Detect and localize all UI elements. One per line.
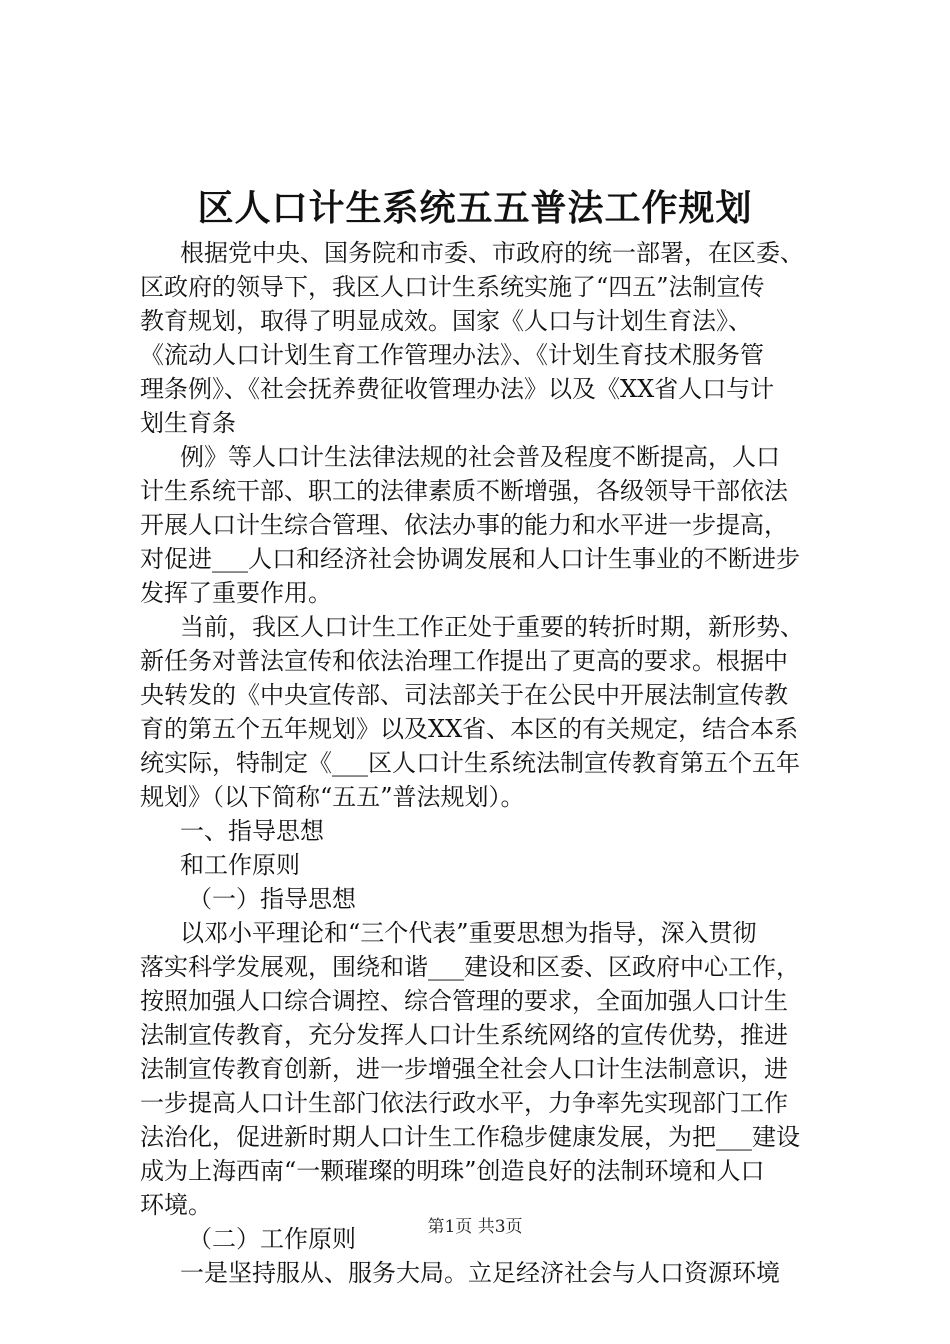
text-line: 成为上海西南“一颗璀璨的明珠”创造良好的法制环境和人口 <box>140 1157 765 1185</box>
text-line: 法制宣传教育创新，进一步增强全社会人口计生法制意识，进 <box>140 1055 788 1083</box>
text-line: 法治化，促进新时期人口计生工作稳步健康发展，为把___建设 <box>140 1123 800 1151</box>
text-line: 以邓小平理论和“三个代表”重要思想为指导，深入贯彻 <box>180 919 757 947</box>
text-line: 央转发的《中央宣传部、司法部关于在公民中开展法制宣传教 <box>140 681 788 709</box>
text-line: 新任务对普法宣传和依法治理工作提出了更高的要求。根据中 <box>140 647 788 675</box>
text-line: 划生育条 <box>140 409 236 437</box>
text-line: 开展人口计生综合管理、依法办事的能力和水平进一步提高， <box>140 511 788 539</box>
text-line: 区政府的领导下，我区人口计生系统实施了“四五”法制宣传 <box>140 273 765 301</box>
document-body <box>140 236 840 1290</box>
text-line: 环境。 <box>140 1191 212 1219</box>
document-title: 区人口计生系统五五普法工作规划 <box>197 187 753 229</box>
subsection-heading: （一）指导思想 <box>188 885 356 913</box>
page-footer: 第1页 共3页 <box>427 1217 523 1237</box>
text-line: 规划》（以下简称“五五”普法规划）。 <box>140 783 525 811</box>
text-line: 一步提高人口计生部门依法行政水平，力争率先实现部门工作 <box>140 1089 788 1117</box>
text-line: 理条例》、《社会抚养费征收管理办法》以及《XX省人口与计 <box>140 375 775 403</box>
text-line: 发挥了重要作用。 <box>140 579 332 607</box>
text-line: 根据党中央、国务院和市委、市政府的统一部署，在区委、 <box>180 239 804 267</box>
text-line: 统实际，特制定《___区人口计生系统法制宣传教育第五个五年 <box>140 749 800 777</box>
subsection-heading: （二）工作原则 <box>188 1225 356 1253</box>
text-line: 法制宣传教育，充分发挥人口计生系统网络的宣传优势，推进 <box>140 1021 788 1049</box>
text-line: 《流动人口计划生育工作管理办法》、《计划生育技术服务管 <box>140 341 764 369</box>
text-line: 按照加强人口综合调控、综合管理的要求，全面加强人口计生 <box>140 987 788 1015</box>
text-line: 落实科学发展观，围绕和谐___建设和区委、区政府中心工作， <box>140 953 800 981</box>
text-line: 教育规划，取得了明显成效。国家《人口与计划生育法》、 <box>140 307 752 335</box>
text-line: 一是坚持服从、服务大局。立足经济社会与人口资源环境 <box>180 1259 780 1287</box>
text-line: 当前，我区人口计生工作正处于重要的转折时期，新形势、 <box>180 613 804 641</box>
section-heading: 和工作原则 <box>180 851 300 879</box>
text-line: 育的第五个五年规划》以及XX省、本区的有关规定，结合本系 <box>140 715 799 743</box>
text-line: 例》等人口计生法律法规的社会普及程度不断提高，人口 <box>180 443 780 471</box>
text-line: 计生系统干部、职工的法律素质不断增强，各级领导干部依法 <box>140 477 788 505</box>
section-heading: 一、指导思想 <box>180 817 324 845</box>
text-line: 对促进___人口和经济社会协调发展和人口计生事业的不断进步 <box>140 545 800 573</box>
